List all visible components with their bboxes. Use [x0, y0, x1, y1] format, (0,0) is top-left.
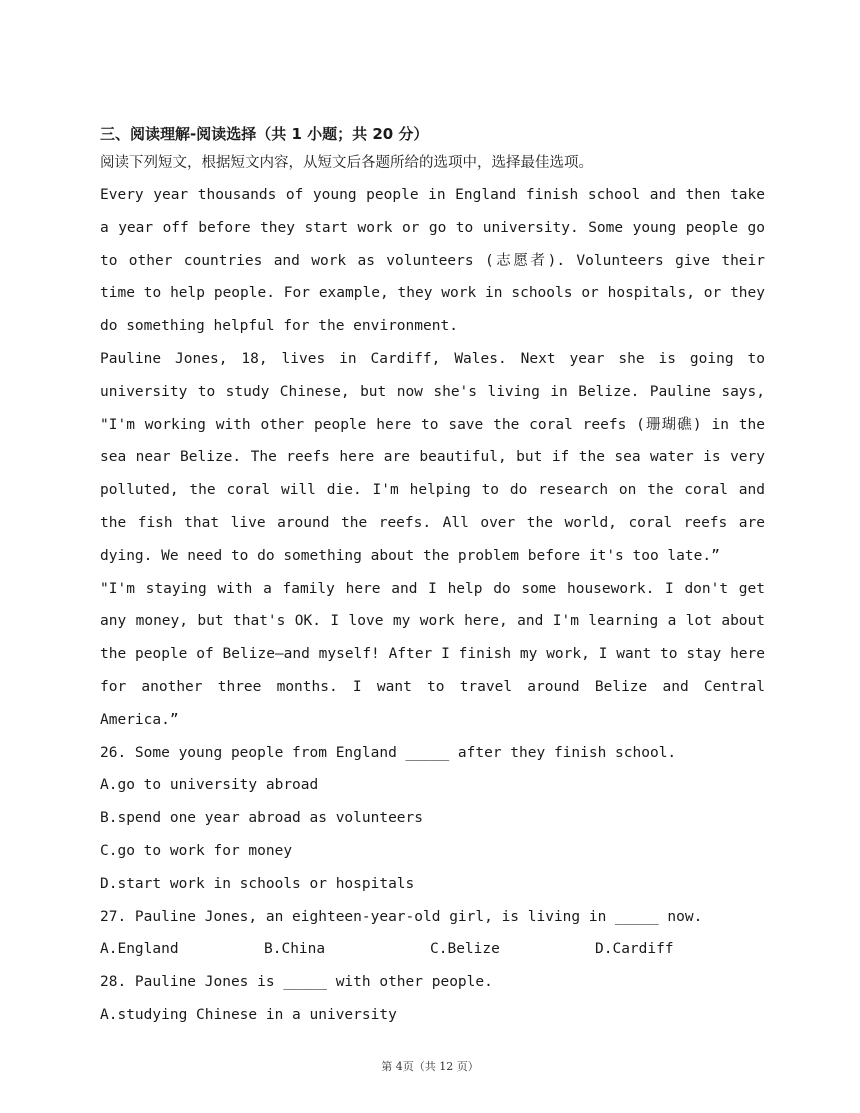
- question-27-stem: 27. Pauline Jones, an eighteen-year-old girl, is living in _____ now.: [100, 908, 703, 925]
- exam-page: [100, 121, 765, 1032]
- question-28-stem: 28. Pauline Jones is _____ with other people.: [100, 974, 493, 991]
- question-28-option-a: A.studying Chinese in a university: [100, 1006, 397, 1023]
- section-heading: 三、阅读理解-阅读选择（共 1 小题；共 20 分）: [100, 125, 429, 143]
- question-26-option-c: C.go to work for money: [100, 842, 293, 859]
- question-26-option-d: D.start work in schools or hospitals: [100, 875, 415, 892]
- question-27-option-c: C.Belize: [430, 941, 500, 958]
- question-26-option-a: A.go to university abroad: [100, 777, 319, 794]
- question-27-options: [100, 933, 765, 966]
- page-footer: 第 4页（共 12 页）: [381, 1060, 479, 1073]
- instruction-text: 阅读下列短文，根据短文内容，从短文后各题所给的选项中，选择最佳选项。: [100, 155, 593, 171]
- passage-paragraph-1: Every year thousands of young people in England finish school and then take a year off before they start work or go to university. Some young people go to other countries and work as volunteers (志愿者). Volunteers give their time to help people. For example, they work in schools or hospitals, or they do something helpful for the environment.: [100, 187, 765, 335]
- passage-paragraph-2: Pauline Jones, 18, lives in Cardiff, Wales. Next year she is going to university to study Chinese, but now she's living in Belize. Pauline says, "I'm working with other people here to save the coral reefs (珊瑚礁) in the sea near Belize. The reefs here are beautiful, but if the sea water is very polluted, the coral will die. I'm helping to do research on the coral and the fish that live around the reefs. All over the world, coral reefs are dying. We need to do something about the problem before it's too late.”: [100, 350, 765, 564]
- question-26-stem: 26. Some young people from England _____ after they finish school.: [100, 744, 677, 761]
- question-27-option-d: D.Cardiff: [595, 941, 674, 958]
- question-27-option-a: A.England: [100, 941, 179, 958]
- question-26-option-b: B.spend one year abroad as volunteers: [100, 810, 424, 827]
- question-27-option-b: B.China: [264, 941, 326, 958]
- passage-paragraph-3: "I'm staying with a family here and I help do some housework. I don't get any money, but that's OK. I love my work here, and I'm learning a lot about the people of Belize—and myself! After I finish my work, I want to stay here for another three months. I want to travel around Belize and Central America.”: [100, 580, 765, 728]
